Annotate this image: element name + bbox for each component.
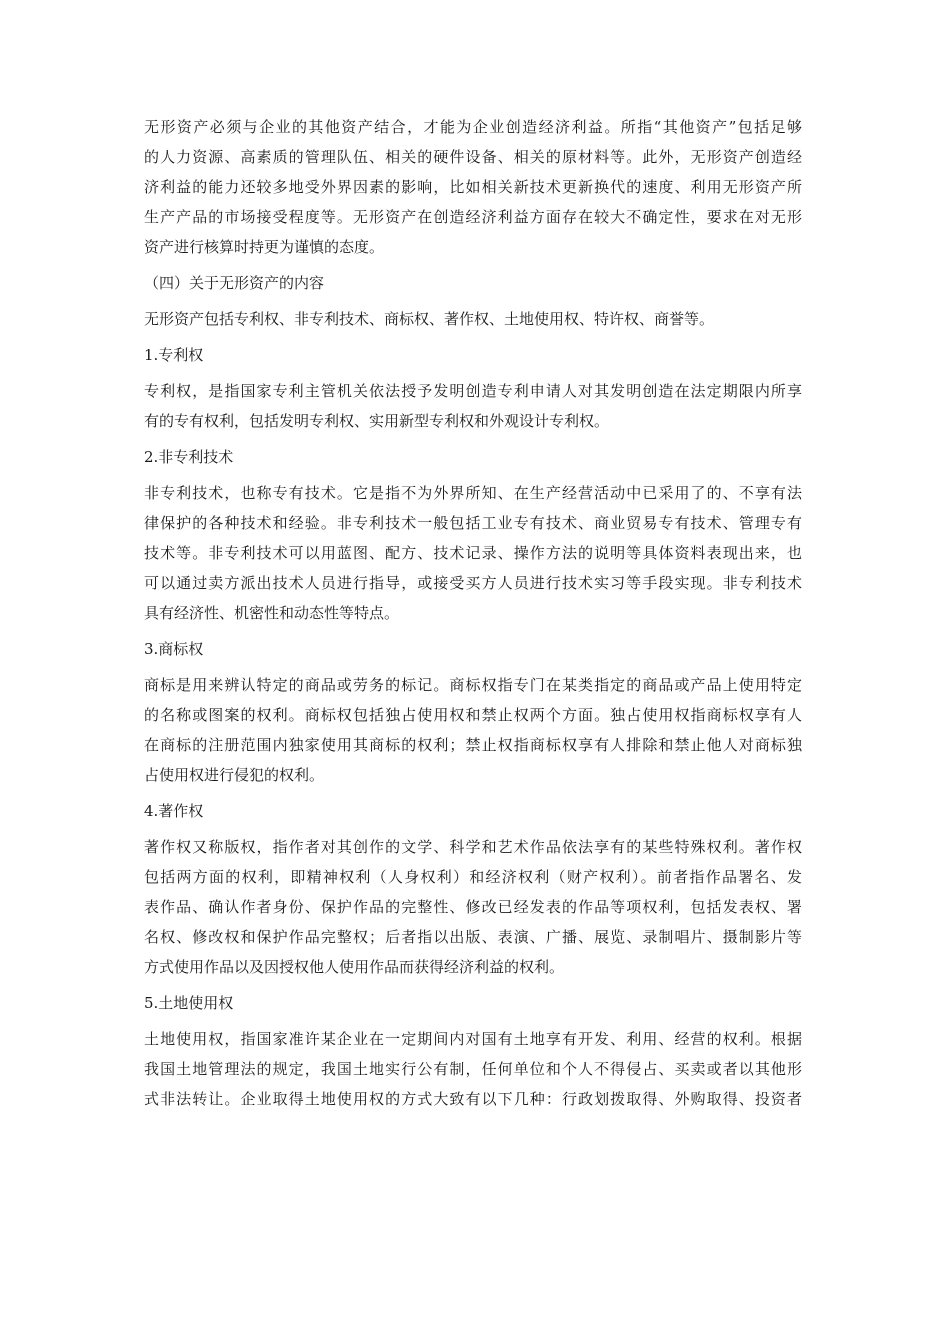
text-line: 我国土地管理法的规定，我国土地实行公有制，任何单位和个人不得侵占、买卖或者以其他形	[144, 1060, 802, 1078]
text-line: 占使用权进行侵犯的权利。	[144, 766, 325, 784]
text-line: 非专利技术，也称专有技术。它是指不为外界所知、在生产经营活动中已采用了的、不享有法	[144, 484, 802, 502]
text-line: 无形资产包括专利权、非专利技术、商标权、著作权、土地使用权、特许权、商誉等。	[144, 310, 715, 328]
section-heading	[144, 268, 802, 298]
text-line: 技术等。非专利技术可以用蓝图、配方、技术记录、操作方法的说明等具体资料表现出来，也	[144, 544, 802, 562]
text-line: 土地使用权，指国家准许某企业在一定期间内对国有土地享有开发、利用、经营的权利。根据	[144, 1030, 802, 1048]
text-line: 5.土地使用权	[144, 994, 234, 1012]
section-heading	[144, 634, 802, 664]
body-paragraph	[144, 832, 802, 982]
text-line: （四）关于无形资产的内容	[144, 274, 325, 292]
text-line: 生产产品的市场接受程度等。无形资产在创造经济利益方面存在较大不确定性，要求在对无形	[144, 208, 802, 226]
text-line: 包括两方面的权利，即精神权利（人身权利）和经济权利（财产权利）。前者指作品署名、发	[144, 868, 802, 886]
section-heading	[144, 340, 802, 370]
text-line: 表作品、确认作者身份、保护作品的完整性、修改已经发表的作品等项权利，包括发表权、署	[144, 898, 802, 916]
body-paragraph	[144, 112, 802, 262]
document-page	[144, 112, 802, 1120]
text-line: 具有经济性、机密性和动态性等特点。	[144, 604, 400, 622]
section-heading	[144, 796, 802, 826]
text-line: 的名称或图案的权利。商标权包括独占使用权和禁止权两个方面。独占使用权指商标权享有人	[144, 706, 802, 724]
text-line: 商标是用来辨认特定的商品或劳务的标记。商标权指专门在某类指定的商品或产品上使用特定	[144, 676, 802, 694]
body-paragraph	[144, 670, 802, 790]
text-line: 专利权，是指国家专利主管机关依法授予发明创造专利申请人对其发明创造在法定期限内所享	[144, 382, 802, 400]
text-line: 律保护的各种技术和经验。非专利技术一般包括工业专有技术、商业贸易专有技术、管理专有	[144, 514, 802, 532]
text-line: 无形资产必须与企业的其他资产结合，才能为企业创造经济利益。所指“其他资产”包括足够	[144, 118, 802, 136]
body-paragraph	[144, 304, 802, 334]
text-line: 可以通过卖方派出技术人员进行指导，或接受买方人员进行技术实习等手段实现。非专利技术	[144, 574, 802, 592]
text-line: 资产进行核算时持更为谨慎的态度。	[144, 238, 385, 256]
section-heading	[144, 442, 802, 472]
text-line: 的人力资源、高素质的管理队伍、相关的硬件设备、相关的原材料等。此外，无形资产创造经	[144, 148, 802, 166]
text-line: 有的专有权利，包括发明专利权、实用新型专利权和外观设计专利权。	[144, 412, 610, 430]
body-paragraph	[144, 478, 802, 628]
text-line: 式非法转让。企业取得土地使用权的方式大致有以下几种：行政划拨取得、外购取得、投资者	[144, 1090, 802, 1108]
text-line: 4.著作权	[144, 802, 204, 820]
text-line: 方式使用作品以及因授权他人使用作品而获得经济利益的权利。	[144, 958, 565, 976]
section-heading	[144, 988, 802, 1018]
text-line: 在商标的注册范围内独家使用其商标的权利；禁止权指商标权享有人排除和禁止他人对商标独	[144, 736, 802, 754]
text-line: 济利益的能力还较多地受外界因素的影响，比如相关新技术更新换代的速度、利用无形资产所	[144, 178, 802, 196]
text-line: 2.非专利技术	[144, 448, 234, 466]
text-line: 3.商标权	[144, 640, 204, 658]
text-line: 著作权又称版权，指作者对其创作的文学、科学和艺术作品依法享有的某些特殊权利。著作权	[144, 838, 802, 856]
body-paragraph	[144, 1024, 802, 1114]
text-line: 1.专利权	[144, 346, 204, 364]
body-paragraph	[144, 376, 802, 436]
text-line: 名权、修改权和保护作品完整权；后者指以出版、表演、广播、展览、录制唱片、摄制影片等	[144, 928, 802, 946]
